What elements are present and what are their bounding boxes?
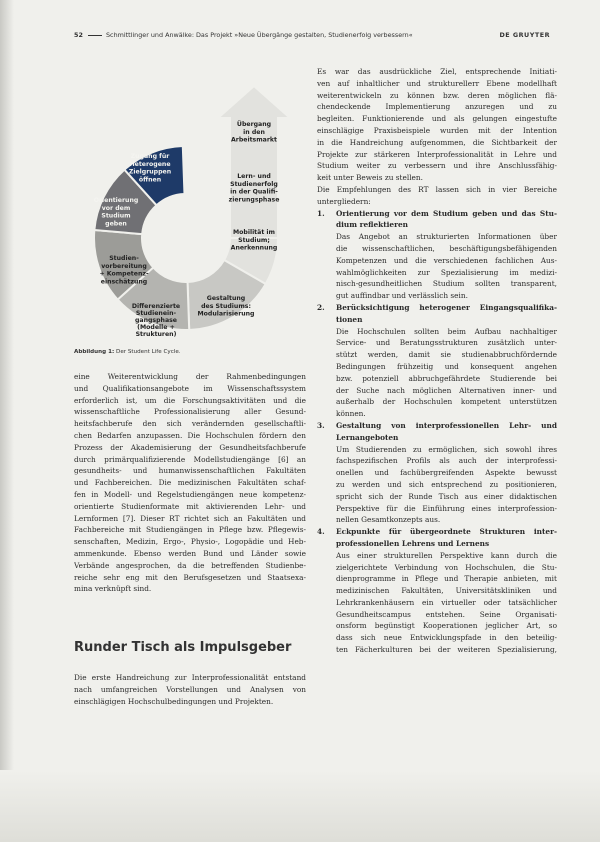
segment-studienerfolg-label: Lern- und Studienerfolg in der Qualifi-zierungsphase (228, 173, 280, 204)
text-line: Kompetenzen und die verschiedenen fachlichen Aus- (336, 255, 557, 265)
recommendation-number: 3. (317, 420, 325, 430)
text-line: Gesundheitscampus entstehen. Seine Organisati- (336, 609, 557, 619)
recommendation-heading: Lernangeboten (336, 432, 399, 442)
text-line: chen Bedarfen anzupassen. Die Hochschulen fördern den (74, 430, 306, 440)
text-line: Die Empfehlungen des RT lassen sich in vier Bereiche (317, 184, 557, 194)
text-line: wissenschaftliche Professionalisierung aller Gesund- (74, 407, 306, 417)
text-line: stützt werden, damit sie studienabbruchfördernde (336, 350, 557, 360)
segment-studieneingang-label: Differenzierte Studienein-gangsphase (Modelle + Strukturen) (131, 303, 181, 338)
text-line: Das Angebot an strukturierten Informationen über (336, 232, 557, 242)
text-line: gesundheits- und humanwissenschaftlichen Fakultäten (74, 466, 306, 476)
text-line: Die Hochschulen sollten beim Aufbau nachhaltiger (336, 326, 557, 336)
text-line: Die erste Handreichung zur Interprofessionalität entstand (74, 673, 306, 682)
text-line: können. (336, 409, 366, 419)
text-line: einschlägigen Hochschulbedingungen und Projekten. (74, 696, 274, 706)
text-line: Bedingungen frühzeitig und konsequent angehen (336, 361, 557, 371)
text-line: die wissenschaftlichen, beschäftigungsbefähigenden (336, 243, 557, 253)
right-column-intro (317, 66, 557, 208)
text-line: onsform begünstigt Kooperationen jeglicher Art, so (336, 621, 557, 631)
text-line: Perspektive für die Einführung eines interprofession- (336, 503, 557, 513)
text-line: Studium weiter zu verbessern und ihre Anschlussfähig- (317, 161, 557, 171)
recommendations-list (317, 208, 557, 656)
recommendation-item (317, 208, 557, 302)
text-line: erforderlich ist, um die Forschungsaktivitäten und die (74, 395, 306, 405)
text-line: nellen Gesamtkonzepts aus. (336, 515, 441, 525)
text-line: Es war das ausdrückliche Ziel, entsprechende Initiati- (317, 67, 557, 76)
text-line: ammenkunde. Ebenso werden Bund und Länder sowie (74, 548, 306, 558)
text-line: Fachbereiche mit Studiengängen in Pflege bzw. Pflegewis- (74, 525, 306, 535)
text-line: Lehrkrankenhäusern ein virtueller oder tatsächlicher (336, 597, 557, 607)
left-column-section-text (74, 672, 306, 707)
text-line: heitsfachberufe den sich verändernden gesellschaftli- (74, 419, 306, 429)
text-line: in die Handreichung aufgenommen, die Sichtbarkeit der (317, 137, 557, 147)
text-line: fen in Modell- und Regelstudiengängen neue kompetenz- (74, 489, 306, 499)
student-life-cycle-diagram (66, 78, 306, 340)
text-line: onellen und fachübergreifenden Aspekte bewusst (336, 468, 557, 478)
text-line: nisch-gesundheitlichen Studium sollten transparent, (336, 279, 557, 289)
segment-zugang-label: Zugang für Heterogene Zielgruppen öffnen (128, 153, 172, 184)
text-line: gut auffindbar und verlässlich sein. (336, 291, 468, 301)
recommendation-number: 4. (317, 527, 325, 537)
text-line: wahlmöglichkeiten zur Spezialisierung im medizi- (336, 267, 557, 277)
text-line: spricht sich der Runde Tisch aus einer didaktischen (336, 491, 557, 501)
recommendation-heading: Eckpunkte für übergeordnete Strukturen inter- (336, 527, 557, 537)
recommendation-heading: tionen (336, 314, 363, 324)
text-line: Um Studierenden zu ermöglichen, sich sowohl ihres (336, 444, 557, 454)
text-line: der Suche nach möglichen Alternativen inner- und (336, 385, 557, 395)
text-line: fachspezifischen Profils als auch der interprofessi- (336, 456, 557, 466)
recommendation-heading: Gestaltung von interprofessionellen Lehr- und (336, 420, 557, 430)
text-line: eine Weiterentwicklung der Rahmenbedingungen (74, 372, 306, 381)
text-line: Aus einer strukturellen Perspektive kann durch die (336, 550, 557, 560)
figure-caption (74, 349, 181, 355)
text-line: ten Fächerkulturen bei der weiteren Spezialisierung, (336, 645, 557, 655)
text-line: begleiten. Funktionierende und als gelungen eingestufte (317, 114, 557, 124)
running-head (74, 31, 550, 43)
page-gutter-shadow (0, 0, 14, 842)
text-line: außerhalb der Hochschulen kompetent unterstützen (336, 397, 557, 407)
segment-orientierung-label: Orientierung vor dem Studium geben (93, 197, 139, 228)
recommendation-item (317, 302, 557, 420)
recommendation-heading: Orientierung vor dem Studium geben und das Stu- (336, 208, 557, 218)
page-bottom-shadow (0, 770, 600, 842)
recommendation-heading: Berücksichtigung heterogener Eingangsqualifika- (336, 302, 557, 312)
text-line: durch primärqualifizierende Modellstudiengänge [6] an (74, 454, 306, 464)
text-line: Verbände angesprochen, da die betreffenden Studienbe- (74, 560, 306, 570)
left-column-text (74, 371, 306, 595)
text-line: weiterentwickeln zu können bzw. deren möglichen flä- (317, 90, 557, 100)
segment-mobilitaet-label: Mobilität im Studium; Anerkennung (230, 229, 278, 252)
text-line: Service- und Beratungsstrukturen zusätzlich unter- (336, 338, 557, 348)
text-line: einschlägige Praxisbeispiele wurden mit der Intention (317, 125, 557, 135)
text-line: Lernformen [7]. Dieser RT richtet sich an Fakultäten und (74, 513, 306, 523)
segment-arbeitsmarkt-label: Übergang in den Arbeitsmarkt (231, 121, 277, 144)
text-line: zu werden und sich entsprechend zu positionieren, (336, 479, 557, 489)
text-line: medizinischen Fakultäten, Universitätskliniken und (336, 586, 557, 596)
text-line: reiche sehr eng mit den Berufsgesetzen und Staatsexa- (74, 572, 306, 582)
recommendation-item (317, 420, 557, 526)
text-line: zielgerichtete Verbindung von Hochschulen, die Stu- (336, 562, 557, 572)
text-line: orientierte Studienformate mit aktivierenden Lehr- und (74, 501, 306, 511)
text-line: mina verknüpft sind. (74, 584, 152, 594)
recommendation-heading: dium reflektieren (336, 220, 408, 230)
segment-studienvorbereitung-label: Studien-vorbereitung + Kompetenz-einschätzung (99, 255, 149, 286)
text-line: bzw. potenziell abbruchgefährdete Studierende bei (336, 373, 557, 383)
recommendation-heading: professionellen Lehrens und Lernens (336, 538, 490, 548)
text-line: dienprogramme in Pflege und Therapie anbieten, mit (336, 574, 557, 584)
recommendation-number: 1. (317, 208, 325, 218)
text-line: nach umfangreichen Vorstellungen und Analysen von (74, 684, 306, 694)
text-line: Projekte zur stärkeren Interprofessionalität in Lehre und (317, 149, 557, 159)
text-line: chendeckende Implementierung anzuregen und zu (317, 102, 557, 112)
caption-label: Abbildung 1: (74, 349, 115, 355)
running-head-text: Schmittlinger und Anwälke: Das Projekt »Neue Übergänge gestalten, Studienerfolg verbessern« (106, 31, 413, 39)
running-head-rule (88, 35, 102, 36)
text-line: keit unter Beweis zu stellen. (317, 173, 423, 183)
text-line: Prozess der Akademisierung der Gesundheitsfachberufe (74, 442, 306, 452)
text-line: und Qualifikationsangebote im Wissenschaftssystem (74, 383, 306, 393)
recommendation-item (317, 526, 557, 656)
text-line: ven auf inhaltlicher und strukturellerr Ebene modellhaft (317, 78, 557, 88)
text-line: untergliedern: (317, 196, 371, 206)
recommendation-number: 2. (317, 302, 325, 312)
segment-gestaltung-label: Gestaltung des Studiums: Modularisierung (197, 295, 255, 318)
page-number: 52 (74, 31, 83, 39)
caption-text: Der Student Life Cycle. (116, 349, 181, 355)
section-heading: Runder Tisch als Impulsgeber (74, 640, 292, 655)
text-line: dass sich neue Entwicklungspfade in den beteilig- (336, 633, 557, 643)
text-line: senschaften, Medizin, Ergo-, Physio-, Logopädie und Heb- (74, 537, 306, 547)
student-life-cycle-figure (66, 78, 306, 340)
text-line: und Fachbereichen. Die medizinischen Fakultäten schaf- (74, 478, 306, 488)
publisher-name: DE GRUYTER (499, 31, 550, 39)
